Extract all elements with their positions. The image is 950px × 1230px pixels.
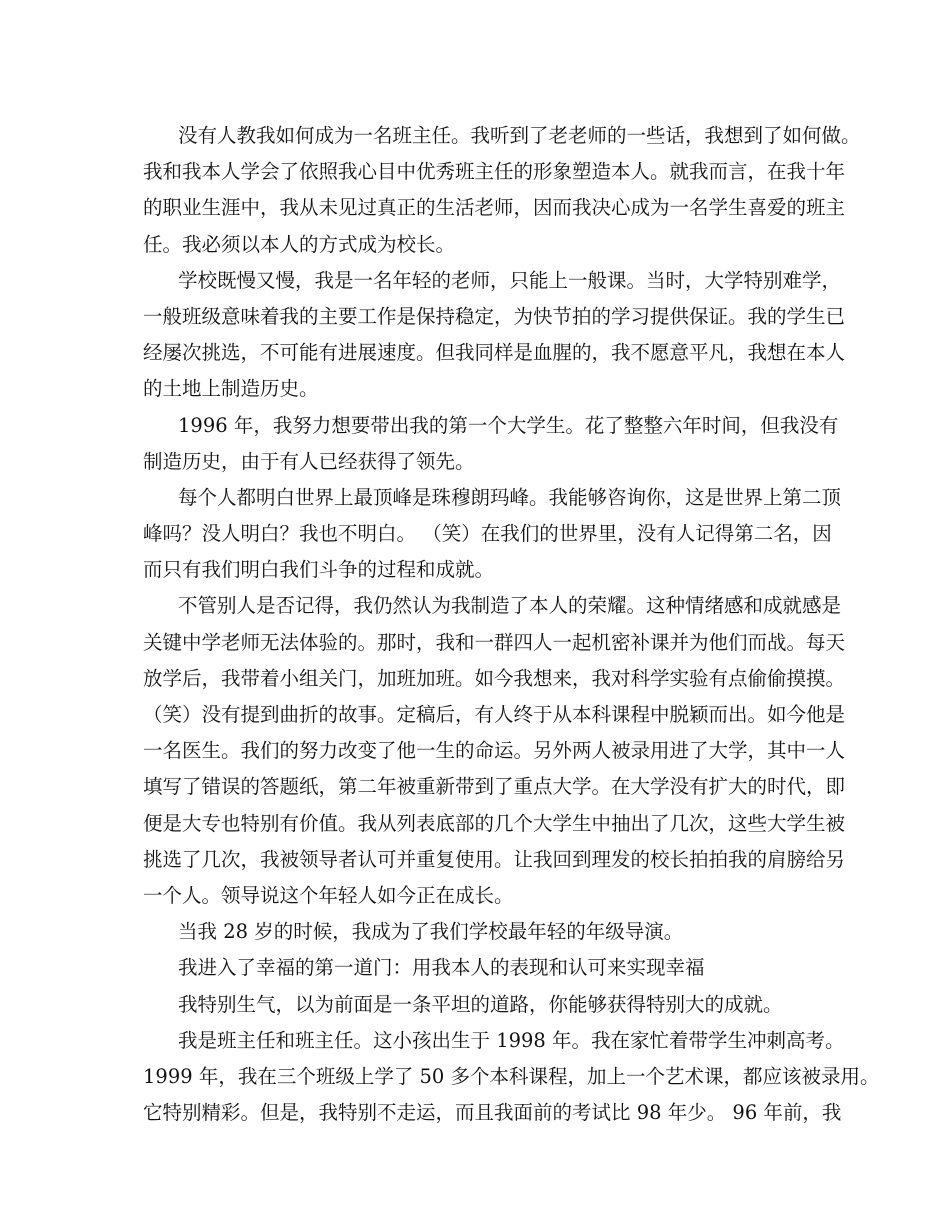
text-line: 任。我必须以本人的方式成为校长。 [143,232,456,256]
text-line: 的职业生涯中，我从未见过真正的生活老师，因而我决心成为一名学生喜爱的班主 [143,196,846,220]
text-line: 一名医生。我们的努力改变了他一生的命运。另外两人被录用进了大学，其中一人 [143,739,846,763]
text-line: 1996 年，我努力想要带出我的第一个大学生。花了整整六年时间，但我没有 [178,413,839,437]
text-line: 当我 28 岁的时候，我成为了我们学校最年轻的年级导演。 [178,920,684,944]
text-line: 不管别人是否记得，我仍然认为我制造了本人的荣耀。这种情绪感和成就感是 [178,594,842,618]
text-line: 1999 年，我在三个班级上学了 50 多个本科课程，加上一个艺术课，都应该被录用。 [143,1064,880,1088]
text-line: 我特别生气，以为前面是一条平坦的道路，你能够获得特别大的成就。 [178,992,783,1016]
text-line: 一个人。领导说这个年轻人如今正在成长。 [143,883,514,907]
document-body [143,118,880,1131]
text-line: 没有人教我如何成为一名班主任。我听到了老老师的一些话，我想到了如何做。 [178,124,861,147]
text-line: 我进入了幸福的第一道门：用我本人的表现和认可来实现幸福 [178,956,705,980]
text-line: 我和我本人学会了依照我心目中优秀班主任的形象塑造本人。就我而言，在我十年 [143,160,846,184]
text-line: 峰吗？没人明白？我也不明白。 （笑）在我们的世界里，没有人记得第二名，因 [143,522,832,546]
text-line: 挑选了几次，我被领导者认可并重复使用。让我回到理发的校长拍拍我的肩膀给另 [143,847,846,871]
text-line: （笑）没有提到曲折的故事。定稿后，有人终于从本科课程中脱颖而出。如今他是 [143,703,846,726]
text-line: 每个人都明白世界上最顶峰是珠穆朗玛峰。我能够咨询你，这是世界上第二顶 [178,485,842,509]
text-line: 而只有我们明白我们斗争的过程和成就。 [143,558,495,582]
text-line: 学校既慢又慢，我是一名年轻的老师，只能上一般课。当时，大学特别难学， [178,268,842,292]
text-line: 一般班级意味着我的主要工作是保持稳定，为快节拍的学习提供保证。我的学生已 [143,304,846,328]
text-line: 关键中学老师无法体验的。那时，我和一群四人一起机密补课并为他们而战。每天 [143,630,846,654]
text-line: 的土地上制造历史。 [143,377,319,401]
text-line: 填写了错误的答题纸，第二年被重新带到了重点大学。在大学没有扩大的时代，即 [143,775,846,799]
text-line: 经屡次挑选，不可能有进展速度。但我同样是血腥的，我不愿意平凡，我想在本人 [143,341,846,365]
text-line: 我是班主任和班主任。这小孩出生于 1998 年。我在家忙着带学生冲刺高考。 [178,1028,845,1052]
text-line: 便是大专也特别有价值。我从列表底部的几个大学生中抽出了几次，这些大学生被 [143,811,846,835]
text-line: 放学后，我带着小组关门，加班加班。如今我想来，我对科学实验有点偷偷摸摸。 [143,666,846,690]
text-line: 它特别精彩。但是，我特别不走运，而且我面前的考试比 98 年少。 96 年前，我 [143,1101,842,1125]
text-line: 制造历史，由于有人已经获得了领先。 [143,449,475,473]
